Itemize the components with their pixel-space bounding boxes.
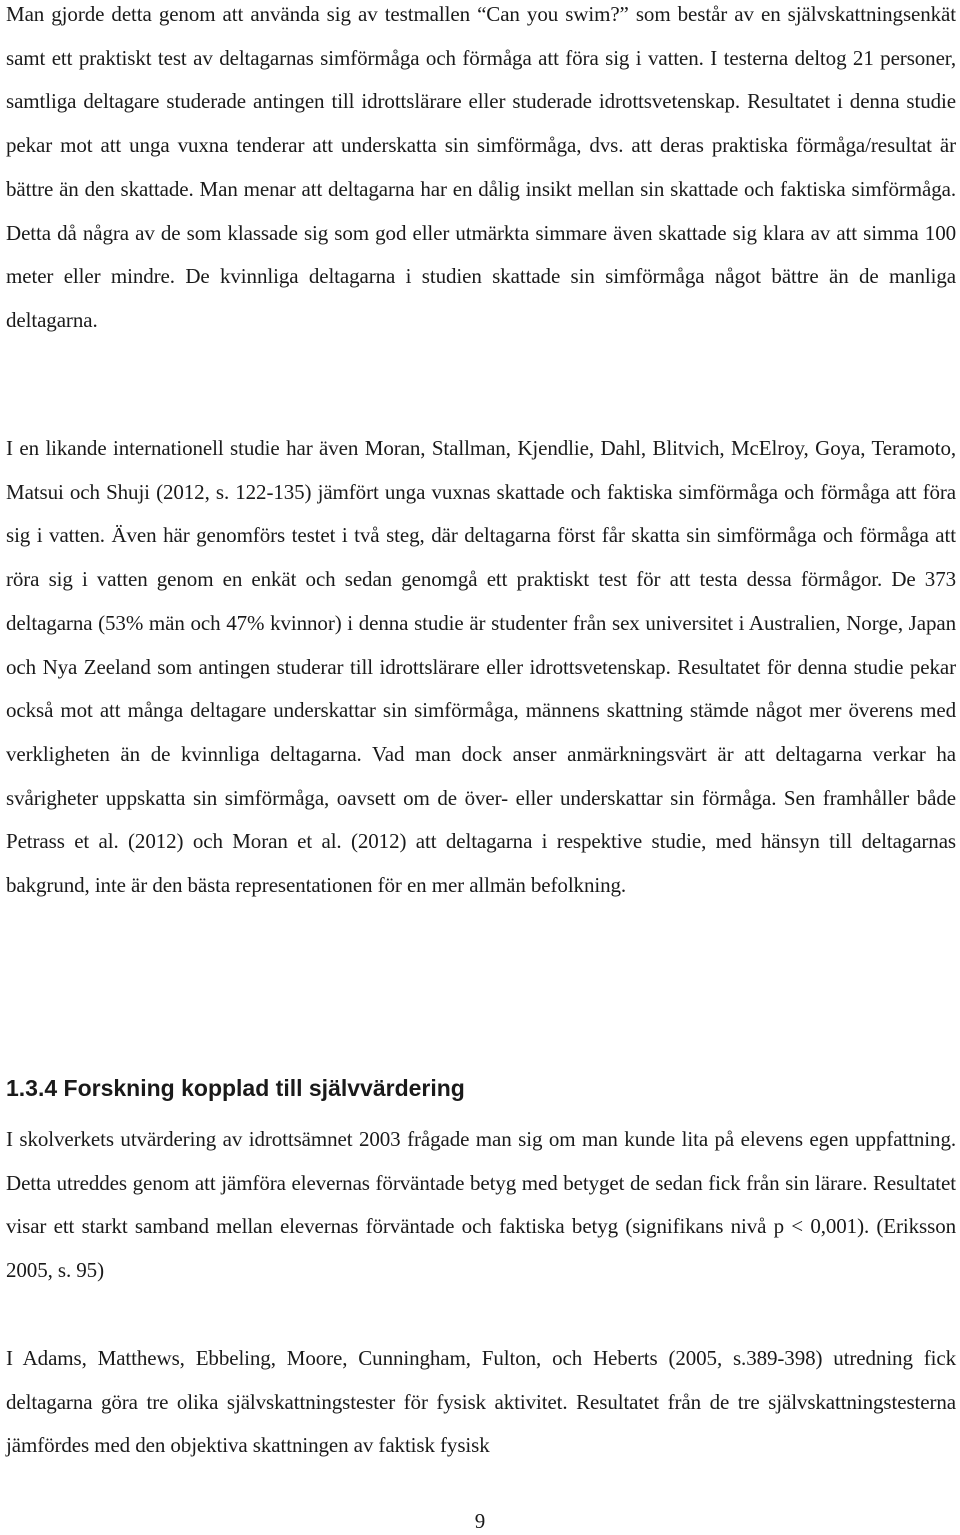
page-number: 9 xyxy=(474,1509,486,1533)
paragraph-petrass-study: Man gjorde detta genom att använda sig av testmallen “Can you swim?” som består av en självskattningsenkät samt ett praktiskt test av deltagarnas simförmåga och förmåga att föra sig i vatten. I testerna deltog 21 personer, samtliga deltagare studerade antingen till idrottslärare eller studerade idrottsvetenskap. Resultatet i denna studie pekar mot att unga vuxna tenderar att underskatta sin simförmåga, dvs. att deras praktiska förmåga/resultat är bättre än den skattade. Man menar att deltagarna har en dålig insikt mellan sin skattade och faktiska simförmåga. Detta då några av de som klassade sig som god eller utmärkta simmare även skattade sig klara av att simma 100 meter eller mindre. De kvinnliga deltagarna i studien skattade sin simförmåga något bättre än de manliga deltagarna. xyxy=(6,2,956,332)
paragraph-adams-study: I Adams, Matthews, Ebbeling, Moore, Cunningham, Fulton, och Heberts (2005, s.389-398) utredning fick deltagarna göra tre olika självskattningstester för fysisk aktivitet. Resultatet från de tre självskattningstesterna jämfördes med den objektiva skattningen av faktisk fysisk xyxy=(6,1346,956,1457)
paragraph-skolverket-evaluation: I skolverkets utvärdering av idrottsämnet 2003 frågade man sig om man kunde lita på elevens egen uppfattning. Detta utreddes genom att jämföra elevernas förväntade betyg med betyget de sedan fick från sin lärare. Resultatet visar ett starkt samband mellan elevernas förväntade och faktiska betyg (signifikans nivå p < 0,001). (Eriksson 2005, s. 95) xyxy=(6,1127,956,1282)
paragraph-moran-study: I en likande internationell studie har även Moran, Stallman, Kjendlie, Dahl, Blitvich, McElroy, Goya, Teramoto, Matsui och Shuji (2012, s. 122-135) jämfört unga vuxnas skattade och faktiska simförmåga och förmåga att föra sig i vatten. Även här genomförs testet i två steg, där deltagarna först får skatta sin simförmåga och förmåga att röra sig i vatten genom en enkät och sedan genomgå ett praktiskt test för att testa dessa förmågor. De 373 deltagarna (53% män och 47% kvinnor) i denna studie är studenter från sex universitet i Australien, Norge, Japan och Nya Zeeland som antingen studerar till idrottslärare eller idrottsvetenskap. Resultatet för denna studie pekar också mot att många deltagare underskattar sin simförmåga, männens skattning stämde något mer överens med verkligheten än de kvinnliga deltagarna. Vad man dock anser anmärkningsvärt är att deltagarna verkar ha svårigheter uppskatta sin simförmåga, oavsett om de över- eller underskattar sin förmåga. Sen framhåller både Petrass et al. (2012) och Moran et al. (2012) att deltagarna i respektive studie, med hänsyn till deltagarnas bakgrund, inte är den bästa representationen för en mer allmän befolkning. xyxy=(6,436,956,898)
section-heading: 1.3.4 Forskning kopplad till självvärdering xyxy=(6,1075,465,1101)
